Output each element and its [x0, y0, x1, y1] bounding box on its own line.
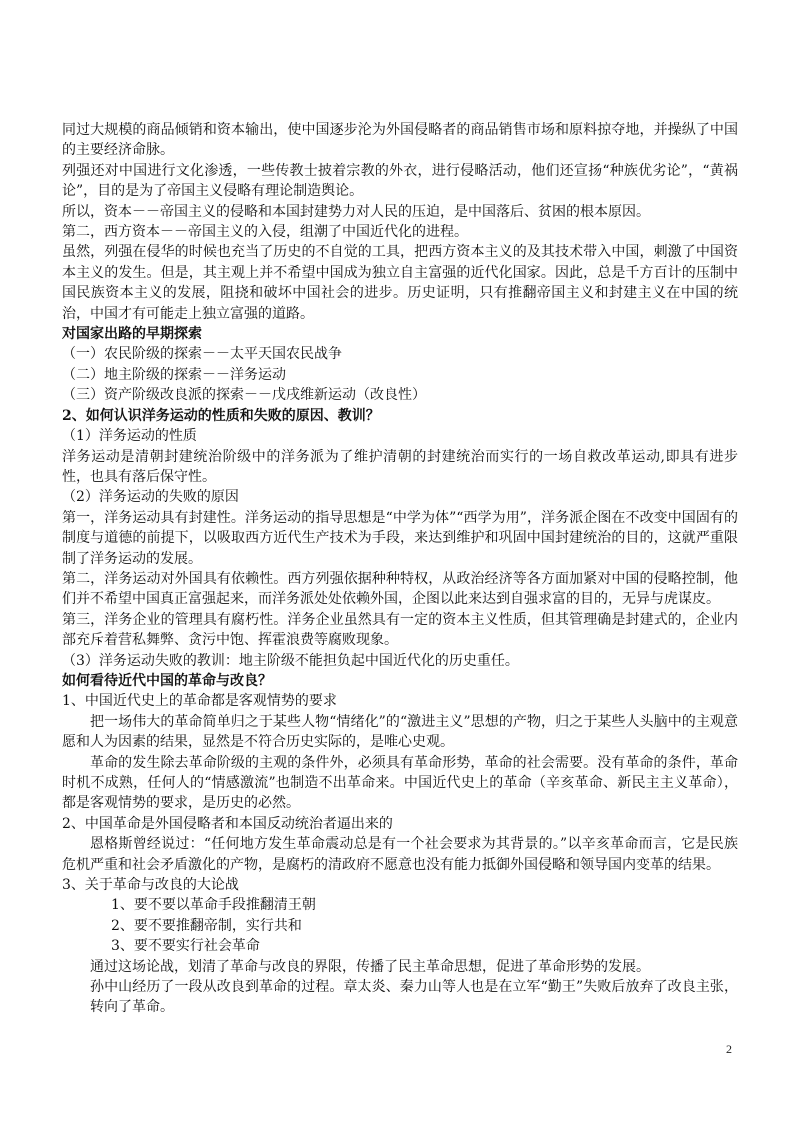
paragraph: （1）洋务运动的性质 [62, 428, 197, 445]
document-body [62, 120, 738, 1018]
paragraph: 所以，资本－－帝国主义的侵略和本国封建势力对人民的压迫，是中国落后、贫困的根本原因。 [62, 203, 650, 220]
paragraph: 革命的发生除去革命阶级的主观的条件外，必须具有革命形势，革命的社会需要。没有革命的条件，革命时机不成熟，任何人的“情感激流”也制造不出革命来。中国近代史上的革命（辛亥革命、新民主主义革命），都是客观情势的要求，是历史的必然。 [62, 754, 738, 812]
paragraph: （3）洋务运动失败的教训：地主阶级不能担负起中国近代化的历史重任。 [62, 652, 519, 669]
paragraph: 孙中山经历了一段从改良到革命的过程。章太炎、秦力山等人也是在立军“勤王”失败后放弃了改良主张，转向了革命。 [90, 979, 738, 1016]
paragraph: 第三，洋务企业的管理具有腐朽性。洋务企业虽然具有一定的资本主义性质，但其管理确是封建式的，企业内部充斥着营私舞弊、贪污中饱、挥霍浪费等腐败现象。 [62, 611, 738, 649]
paragraph: 第二，洋务运动对外国具有依赖性。西方列强依据种种特权，从政治经济等各方面加紧对中国的侵略控制，他们并不希望中国真正富强起来，而洋务派处处依赖外国，企图以此来达到自强求富的目的，无异与虎谋皮。 [62, 570, 738, 608]
section-heading: 如何看待近代中国的革命与改良？ [62, 672, 272, 689]
paragraph: 虽然，列强在侵华的时候也充当了历史的不自觉的工具，把西方资本主义的及其技术带入中国，刺激了中国资本主义的发生。但是，其主观上并不希望中国成为独立自主富强的近代化国家。因此，总是千方百计的压制中国民族资本主义的发展，阻挠和破坏中国社会的进步。历史证明，只有推翻帝国主义和封建主义在中国的统治，中国才有可能走上独立富强的道路。 [62, 244, 738, 322]
paragraph: （一）农民阶级的探索－－太平天国农民战争 [62, 346, 342, 363]
paragraph: 列强还对中国进行文化渗透，一些传教士披着宗教的外衣，进行侵略活动，他们还宣扬“种族优劣论”，“黄祸论”，目的是为了帝国主义侵略有理论制造舆论。 [62, 162, 738, 200]
paragraph: 1、要不要以革命手段推翻清王朝 [111, 897, 316, 914]
paragraph: 2、要不要推翻帝制，实行共和 [111, 917, 302, 934]
page-number: 2 [726, 1042, 732, 1056]
paragraph: （2）洋务运动的失败的原因 [62, 489, 239, 506]
paragraph: 通过这场论战，划清了革命与改良的界限，传播了民主革命思想，促进了革命形势的发展。 [90, 958, 650, 975]
paragraph: 3、要不要实行社会革命 [111, 938, 260, 955]
paragraph: （二）地主阶级的探索－－洋务运动 [62, 366, 286, 383]
paragraph: 1、中国近代史上的革命都是客观情势的要求 [62, 693, 337, 710]
paragraph: （三）资产阶级改良派的探索－－戊戌维新运动（改良性） [62, 387, 426, 404]
paragraph: 2、中国革命是外国侵略者和本国反动统治者逼出来的 [62, 815, 393, 832]
paragraph: 洋务运动是清朝封建统治阶级中的洋务派为了维护清朝的封建统治而实行的一场自救改革运动,即具有进步性，也具有落后保守性。 [62, 448, 738, 485]
section-heading: 2、如何认识洋务运动的性质和失败的原因、教训？ [62, 407, 380, 424]
paragraph: 第一，洋务运动具有封建性。洋务运动的指导思想是“中学为体”“西学为用”，洋务派企图在不改变中国固有的制度与道德的前提下，以吸取西方近代生产技术为手段，来达到维护和巩固中国封建统治的目的，这就严重限制了洋务运动的发展。 [62, 509, 738, 567]
paragraph: 把一场伟大的革命简单归之于某些人物“情绪化”的“激进主义”思想的产物，归之于某些人头脑中的主观意愿和人为因素的结果，显然是不符合历史实际的，是唯心史观。 [62, 713, 738, 751]
paragraph: 3、关于革命与改良的大论战 [62, 877, 239, 894]
paragraph: 第二，西方资本－－帝国主义的入侵，组潮了中国近代化的进程。 [62, 224, 468, 241]
section-heading: 对国家出路的早期探索 [62, 326, 202, 343]
paragraph: 恩格斯曾经说过：“任何地方发生革命震动总是有一个社会要求为其背景的。”以辛亥革命而言，它是民族危机严重和社会矛盾激化的产物，是腐朽的清政府不愿意也没有能力抵御外国侵略和领导国内变革的结果。 [62, 836, 738, 873]
paragraph: 同过大规模的商品倾销和资本输出，使中国逐步沦为外国侵略者的商品销售市场和原料掠夺地，并操纵了中国的主要经济命脉。 [62, 122, 738, 159]
